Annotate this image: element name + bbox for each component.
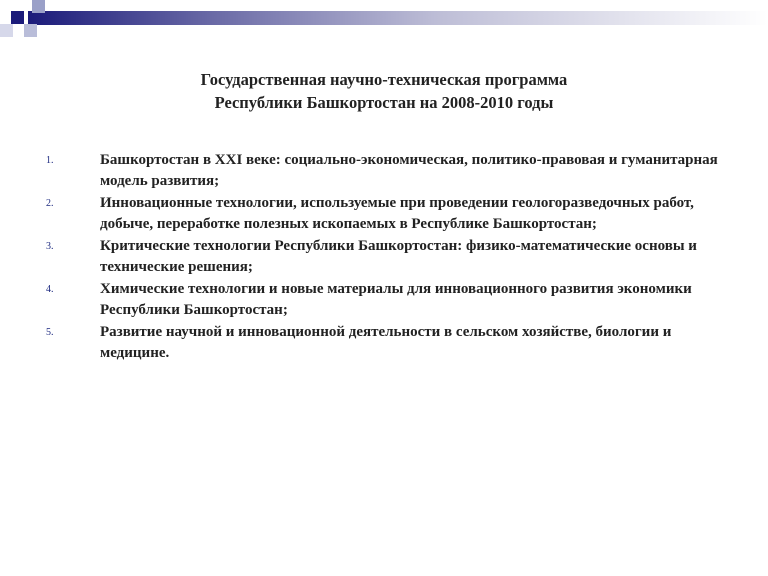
list-item-number: 3. (46, 241, 54, 252)
list-item-text: Развитие научной и инновационной деятельности в сельском хозяйстве, биологии и медицине. (100, 324, 672, 361)
slide-title (120, 68, 648, 114)
header-square-decoration (24, 24, 37, 37)
title-line-2: Республики Башкортостан на 2008-2010 годы (214, 93, 554, 112)
header-square-decoration (0, 24, 13, 37)
header-gradient-bar (28, 11, 768, 25)
header-square-decoration (32, 0, 45, 13)
program-list (44, 150, 724, 365)
list-item-text: Башкортостан в XXI веке: социально-экономическая, политико-правовая и гуманитарная модель развития; (100, 152, 718, 189)
list-item (44, 150, 724, 192)
list-item-text: Инновационные технологии, используемые при проведении геологоразведочных работ, добыче, переработке полезных ископаемых в Республике Башкортостан; (100, 195, 694, 232)
list-item (44, 322, 724, 364)
header-square-decoration (11, 11, 24, 24)
list-item (44, 193, 724, 235)
list-item (44, 236, 724, 278)
list-item-text: Критические технологии Республики Башкортостан: физико-математические основы и технические решения; (100, 238, 697, 275)
list-item-text: Химические технологии и новые материалы для инновационного развития экономики Республики Башкортостан; (100, 281, 692, 318)
list-item-number: 2. (46, 198, 54, 209)
title-line-1: Государственная научно-техническая программа (200, 70, 568, 89)
list-item-number: 1. (46, 155, 54, 166)
list-item-number: 4. (46, 284, 54, 295)
list-item-number: 5. (46, 327, 54, 338)
list-item (44, 279, 724, 321)
